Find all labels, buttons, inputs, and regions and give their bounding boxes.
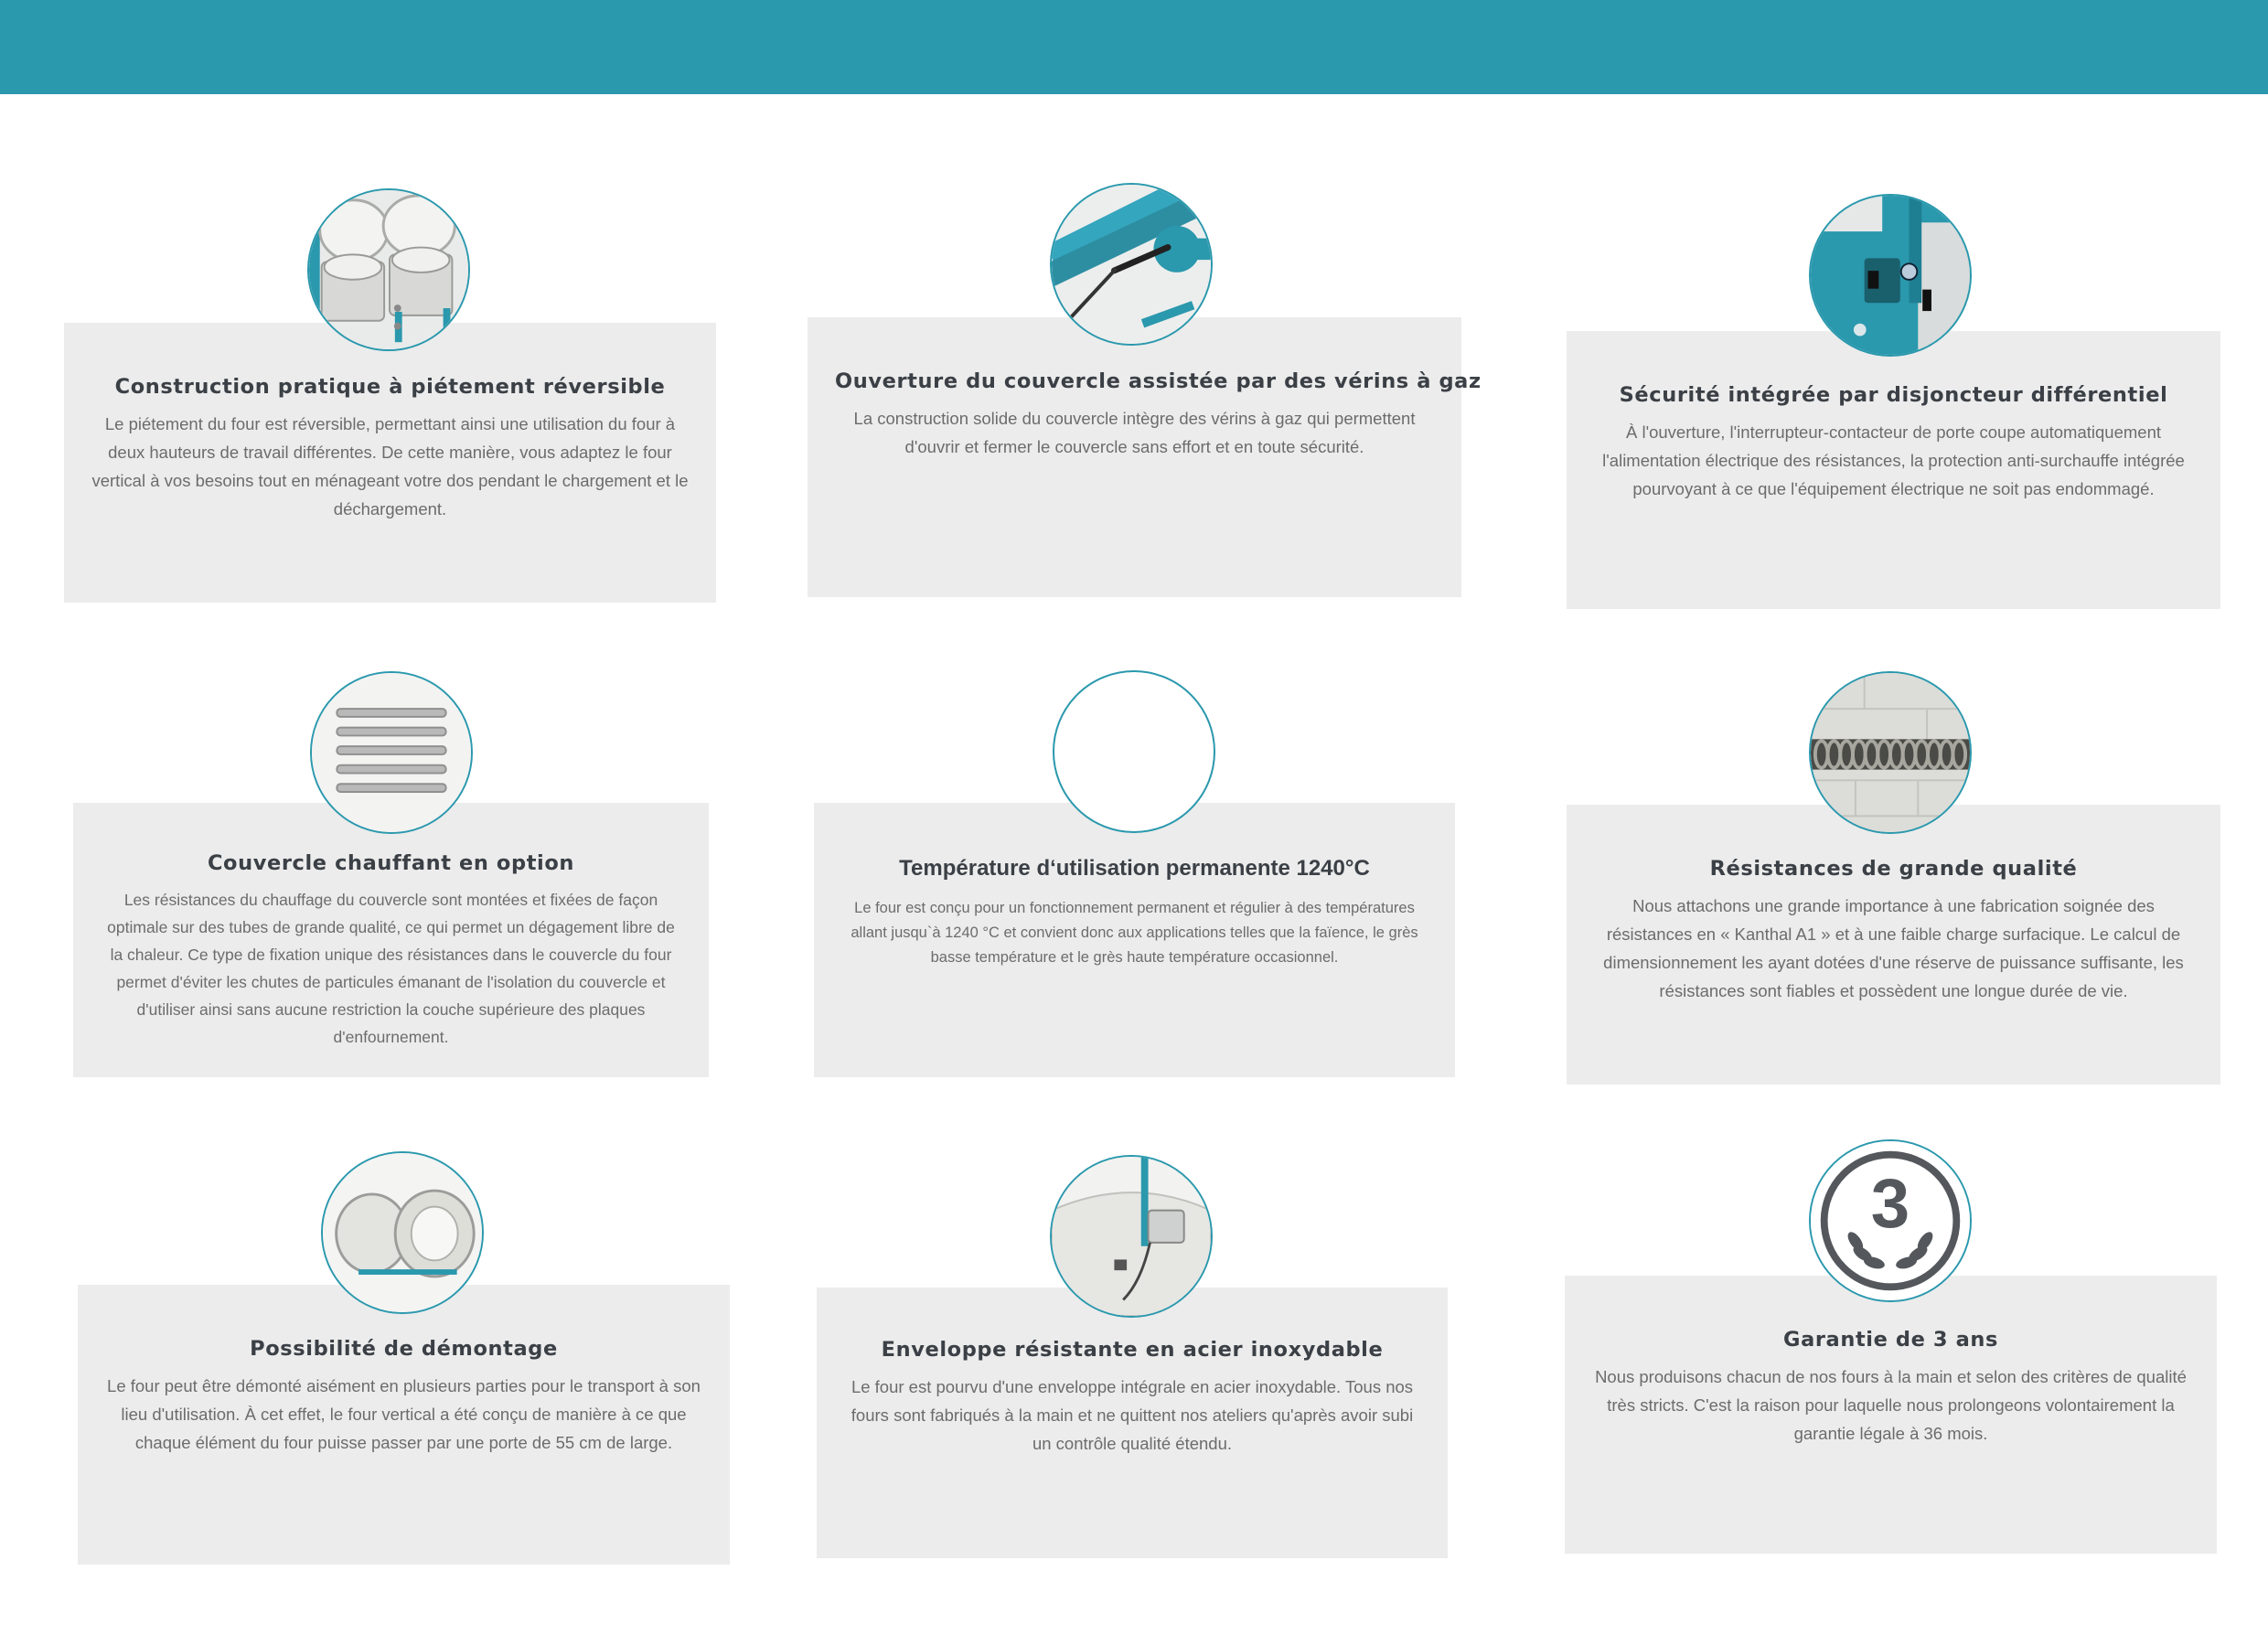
- feature-text: La construction solide du couvercle intègre des vérins à gaz qui permettent d'ouvrir et fermer le couvercle sans effort et en toute sécurité.: [853, 409, 1416, 456]
- feature-title: Résistances de grande qualité: [1709, 857, 2078, 881]
- feature-text: À l'ouverture, l'interrupteur-contacteur de porte coupe automatiquement l'alimentation électrique des résistances, la protection anti-surchauffe intégrée pourvoyant à ce que l'équipement électrique ne soit pas endommagé.: [1602, 422, 2185, 498]
- feature-text: Les résistances du chauffage du couvercle sont montées et fixées de façon optimale sur des tubes de grande qualité, ce qui permet un dégagement libre de la chaleur. Ce type de fixation unique des résistances dans le couvercle du four permet d'éviter les chutes de particules émanant de l'isolation du couvercle et d'utiliser ainsi sans aucune restriction la couche supérieure des plaques d'enfournement.: [107, 891, 675, 1046]
- feature-title: Température d‘utilisation permanente 1240°C: [899, 856, 1370, 881]
- feature-text: Le four est conçu pour un fonctionnement permanent et régulier à des températures allant jusqu`à 1240 °C et convient donc aux applications telles que la faïence, le grès basse température et le grès haute température occasionnel.: [850, 900, 1418, 966]
- gas-strut-photo: [1050, 183, 1213, 346]
- door-switch-photo: [1809, 194, 1972, 357]
- feature-card: [814, 803, 1455, 1077]
- feature-text: Nous attachons une grande importance à une fabrication soignée des résistances en « Kanthal A1 » et à une faible charge surfacique. Le calcul de dimensionnement les ayant dotées d'une réserve de puissance suffisante, les résistances sont fiables et possèdent une longue durée de vie.: [1603, 896, 2184, 1000]
- feature-title: Ouverture du couvercle assistée par des vérins à gaz: [835, 369, 1482, 393]
- feature-card: [78, 1285, 730, 1565]
- heating-coil-photo: [1809, 671, 1972, 834]
- feature-text: Le four est pourvu d'une enveloppe intégrale en acier inoxydable. Tous nos fours sont fabriqués à la main et ne quittent nos ateliers qu'après avoir subi un contrôle qualité étendu.: [850, 1377, 1414, 1453]
- header-bar: [0, 0, 2268, 94]
- lid-heating-tubes-photo: [310, 671, 473, 834]
- feature-card: [808, 317, 1482, 597]
- feature-title: Construction pratique à piétement réversible: [114, 375, 666, 399]
- feature-title: Garantie de 3 ans: [1783, 1328, 1998, 1352]
- feature-title: Enveloppe résistante en acier inoxydable: [881, 1338, 1384, 1362]
- feature-card: [64, 323, 716, 603]
- feature-card: [1567, 331, 2220, 609]
- feature-card: [1565, 1276, 2217, 1554]
- laurel-badge-icon: [1809, 1139, 1972, 1302]
- kiln-lids-photo: [307, 188, 470, 351]
- feature-card: [1567, 805, 2220, 1085]
- feature-card: [73, 803, 709, 1077]
- feature-text: Nous produisons chacun de nos fours à la main et selon des critères de qualité très stricts. C'est la raison pour laquelle nous prolongeons volontairement la garantie légale à 36 mois.: [1595, 1367, 2187, 1443]
- feature-title: Possibilité de démontage: [250, 1337, 558, 1361]
- steel-casing-photo: [1050, 1155, 1213, 1318]
- feature-text: Le four peut être démonté aisément en plusieurs parties pour le transport à son lieu d'utilisation. À cet effet, le four vertical a été conçu de manière à ce que chaque élément du four puisse passer par une porte de 55 cm de large.: [107, 1376, 701, 1452]
- feature-title: Sécurité intégrée par disjoncteur différentiel: [1619, 383, 2168, 407]
- feature-card: [817, 1288, 1448, 1558]
- warranty-number: 3: [1870, 1164, 1910, 1243]
- empty-circle: [1053, 670, 1215, 833]
- feature-text: Le piétement du four est réversible, permettant ainsi une utilisation du four à deux hauteurs de travail différentes. De cette manière, vous adaptez le four vertical à vos besoins tout en ménageant votre dos pendant le chargement et le déchargement.: [91, 414, 689, 518]
- feature-title: Couvercle chauffant en option: [207, 851, 575, 875]
- dismantled-kiln-photo: [321, 1151, 484, 1314]
